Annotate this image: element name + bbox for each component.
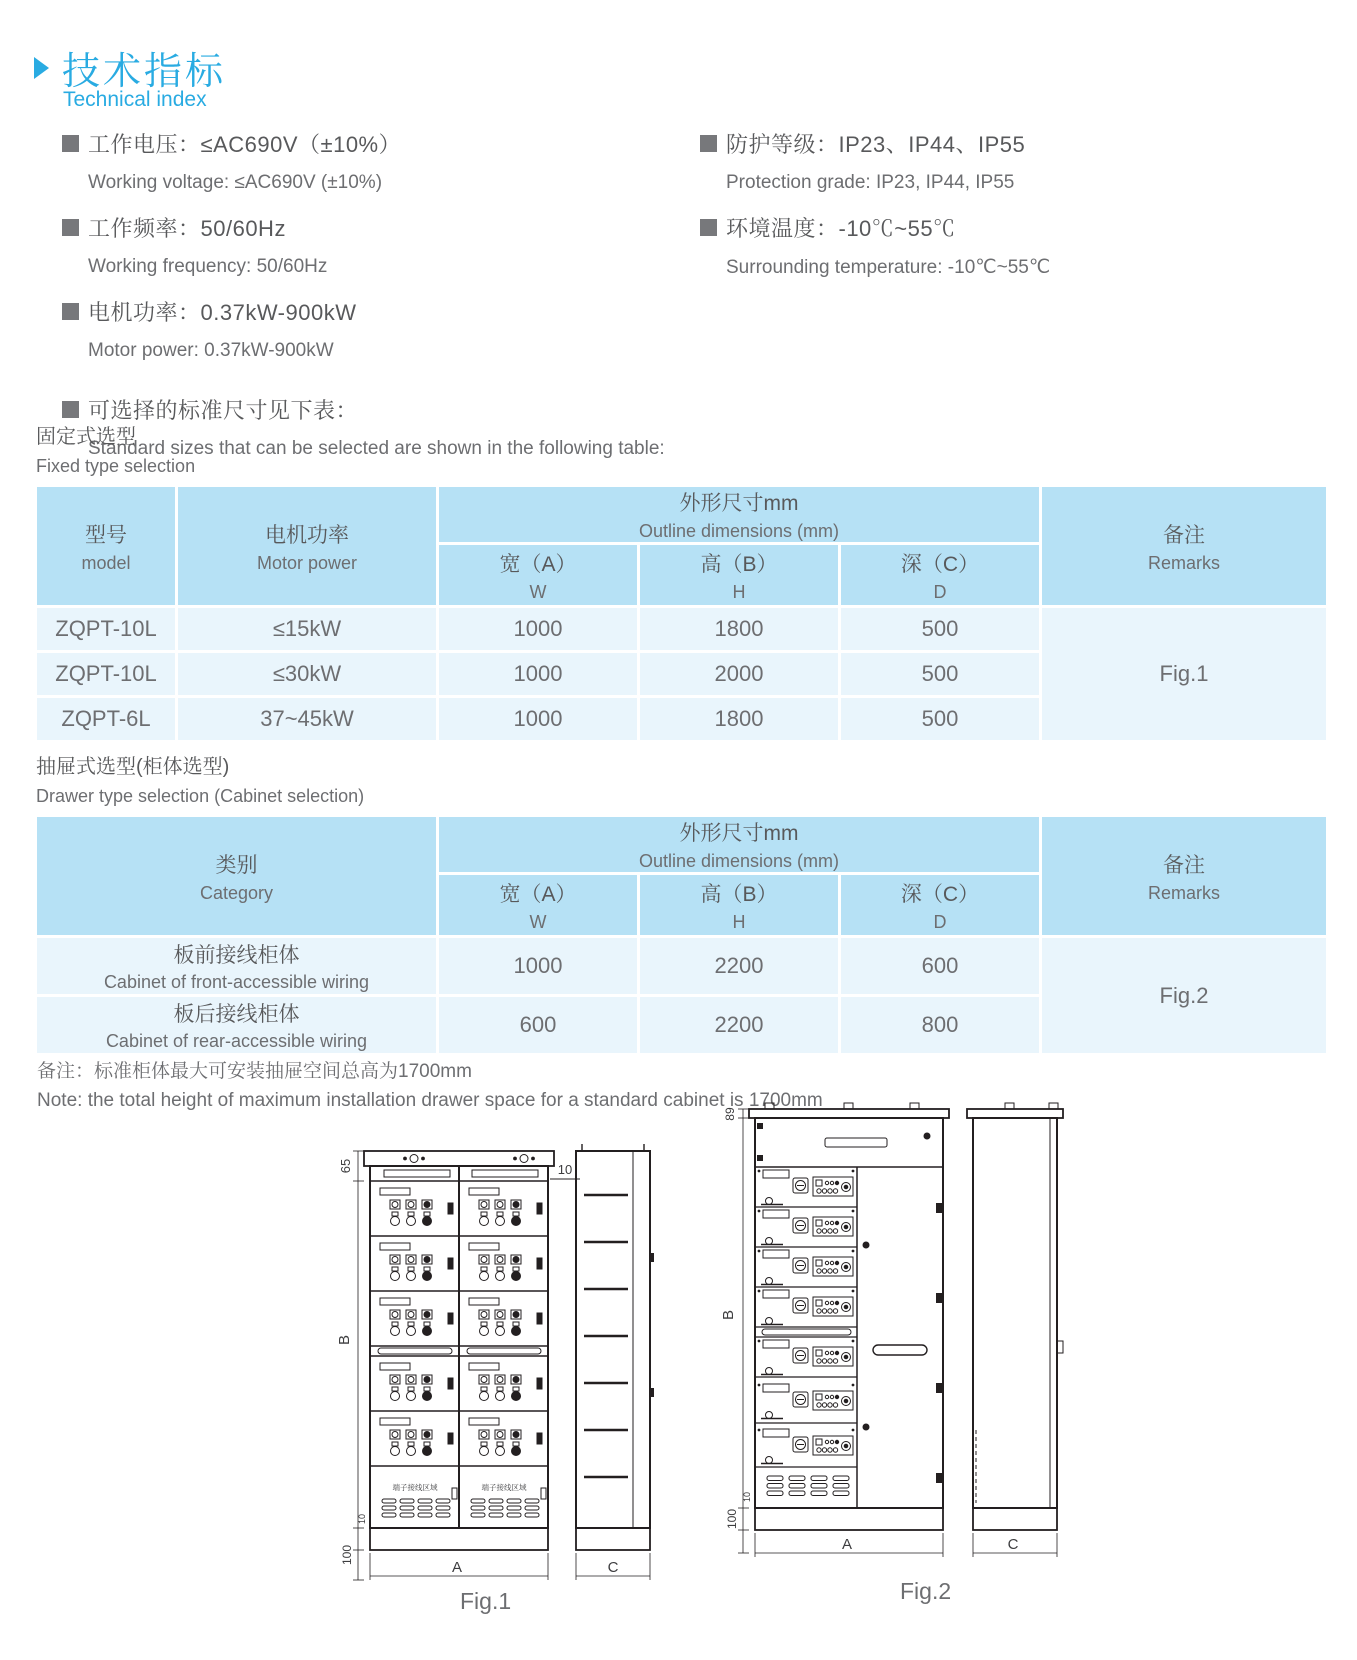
fig1-dim-base-label: 100 bbox=[340, 1544, 354, 1566]
bullet-square-icon bbox=[62, 135, 79, 152]
header-zh: 型号 bbox=[85, 523, 127, 547]
col-header-model bbox=[37, 487, 175, 605]
spec-en-text: Protection grade: IP23, IP44, IP55 bbox=[726, 172, 1015, 193]
header-en: Outline dimensions (mm) bbox=[638, 851, 840, 871]
spec-en-text: Working voltage: ≤AC690V (±10%) bbox=[88, 172, 383, 193]
spec-en-text: Surrounding temperature: -10℃~55℃ bbox=[726, 257, 1051, 278]
fig2-dim-depth-label: C bbox=[1007, 1536, 1019, 1553]
table-header-row bbox=[37, 817, 1326, 872]
page-header bbox=[34, 40, 226, 95]
header-zh: 宽（A） bbox=[499, 552, 577, 576]
fixed-section-label bbox=[36, 420, 195, 477]
col-header-height bbox=[640, 545, 838, 605]
fig1-dim-width-label: A bbox=[451, 1559, 463, 1576]
bullet-square-icon bbox=[62, 401, 79, 418]
header-en: H bbox=[732, 911, 746, 932]
fig2-dim-base-label: 100 bbox=[725, 1508, 739, 1530]
header-zh: 类别 bbox=[215, 853, 258, 877]
fig1-figure bbox=[328, 1135, 698, 1595]
header-en: D bbox=[933, 581, 947, 602]
fig1-front-view bbox=[364, 1151, 554, 1550]
category-zh: 板后接线柜体 bbox=[173, 1003, 300, 1026]
bullet-square-icon bbox=[62, 303, 79, 320]
fig2-figure bbox=[705, 1095, 1085, 1570]
fig1-side-view bbox=[576, 1144, 654, 1580]
fig2-dim-base-small-label: 10 bbox=[742, 1491, 752, 1503]
drawer-unit bbox=[469, 1298, 542, 1336]
drawer-unit bbox=[758, 1340, 854, 1375]
spec-zh-text: 工作频率：50/60Hz bbox=[88, 216, 286, 241]
table-row bbox=[37, 608, 1326, 650]
category-cell bbox=[37, 997, 436, 1053]
model-cell: ZQPT-10L bbox=[37, 608, 175, 650]
header-en: Outline dimensions (mm) bbox=[638, 521, 840, 541]
page-subtitle: Technical index bbox=[63, 88, 207, 111]
fig1-dim-gap-label: 10 bbox=[557, 1162, 573, 1177]
col-header-width bbox=[439, 545, 637, 605]
col-header-outline-dimensions bbox=[439, 817, 1039, 872]
header-en: H bbox=[732, 581, 746, 602]
drawer-section-label bbox=[36, 750, 364, 807]
drawer-unit bbox=[469, 1363, 542, 1401]
drawer-unit bbox=[380, 1418, 453, 1456]
fig1-dim-depth-label: C bbox=[607, 1559, 619, 1576]
drawer-selection-table bbox=[34, 814, 1329, 1056]
header-zh: 深（C） bbox=[900, 882, 980, 906]
page-title: 技术指标 bbox=[62, 51, 227, 93]
col-header-height bbox=[640, 875, 838, 935]
fig1-drawing bbox=[328, 1135, 698, 1590]
power-cell: ≤15kW bbox=[178, 608, 436, 650]
remarks-cell: Fig.1 bbox=[1042, 608, 1326, 740]
col-header-depth bbox=[841, 875, 1039, 935]
fixed-selection-table bbox=[34, 484, 1329, 743]
height-cell: 1800 bbox=[640, 608, 838, 650]
width-cell: 600 bbox=[439, 997, 637, 1053]
section-label-en: Fixed type selection bbox=[36, 456, 196, 476]
drawer-unit bbox=[758, 1429, 854, 1464]
bullet-square-icon bbox=[700, 219, 717, 236]
drawer-unit bbox=[469, 1243, 542, 1281]
header-zh: 外形尺寸mm bbox=[679, 822, 799, 845]
fig1-terminal-area-label: 端子接线区域 bbox=[481, 1483, 527, 1492]
remarks-cell: Fig.2 bbox=[1042, 938, 1326, 1053]
header-en: Remarks bbox=[1147, 882, 1220, 903]
fig1-terminal-area-label: 端子接线区域 bbox=[392, 1483, 438, 1492]
depth-cell: 800 bbox=[841, 997, 1039, 1053]
drawer-unit bbox=[380, 1243, 453, 1281]
spec-zh-text: 可选择的标准尺寸见下表： bbox=[88, 398, 359, 423]
width-cell: 1000 bbox=[439, 938, 637, 994]
height-cell: 2000 bbox=[640, 653, 838, 695]
header-zh: 高（B） bbox=[700, 552, 778, 576]
drawer-unit bbox=[758, 1290, 854, 1325]
header-zh: 备注 bbox=[1163, 853, 1205, 877]
table-header-row bbox=[37, 487, 1326, 542]
spec-en-text: Standard sizes that can be selected are shown in the following table: bbox=[88, 438, 665, 459]
category-zh: 板前接线柜体 bbox=[173, 944, 300, 967]
depth-cell: 600 bbox=[841, 938, 1039, 994]
header-zh: 备注 bbox=[1163, 523, 1205, 547]
category-cell bbox=[37, 938, 436, 994]
drawer-unit bbox=[758, 1170, 854, 1205]
col-header-motor-power bbox=[178, 487, 436, 605]
drawer-unit bbox=[758, 1384, 854, 1419]
header-en: Category bbox=[199, 882, 274, 903]
spec-zh-text: 环境温度：-10℃~55℃ bbox=[726, 216, 956, 241]
power-cell: 37~45kW bbox=[178, 698, 436, 740]
col-header-remarks bbox=[1042, 817, 1326, 935]
spec-zh-text: 电机功率：0.37kW-900kW bbox=[88, 300, 357, 325]
width-cell: 1000 bbox=[439, 653, 637, 695]
drawer-unit bbox=[380, 1188, 453, 1226]
bullet-square-icon bbox=[62, 219, 79, 236]
fig2-dimension-lines bbox=[738, 1109, 749, 1553]
header-zh: 外形尺寸mm bbox=[679, 492, 799, 515]
spec-list-right bbox=[700, 128, 1050, 297]
spec-item bbox=[62, 128, 665, 159]
header-en: Remarks bbox=[1147, 552, 1220, 573]
depth-cell: 500 bbox=[841, 698, 1039, 740]
drawer-unit bbox=[758, 1250, 854, 1285]
section-label-zh: 抽屉式选型(柜体选型) bbox=[36, 756, 230, 778]
fig1-dim-top-label: 65 bbox=[338, 1158, 353, 1174]
header-zh: 高（B） bbox=[700, 882, 778, 906]
note-zh: 备注：标准柜体最大可安装抽屉空间总高为1700mm bbox=[37, 1061, 472, 1082]
spec-zh-text: 工作电压：≤AC690V（±10%） bbox=[88, 132, 402, 157]
fig1-dim-height-label: B bbox=[336, 1334, 353, 1346]
height-cell: 2200 bbox=[640, 938, 838, 994]
drawer-unit bbox=[380, 1363, 453, 1401]
fig2-caption: Fig.2 bbox=[900, 1578, 952, 1604]
category-en: Cabinet of front-accessible wiring bbox=[103, 972, 370, 992]
header-zh: 深（C） bbox=[900, 552, 980, 576]
header-en: W bbox=[529, 911, 547, 932]
section-label-en: Drawer type selection (Cabinet selection) bbox=[36, 786, 365, 806]
section-label-zh: 固定式选型 bbox=[36, 426, 136, 448]
fig2-dim-top-label: 89 bbox=[723, 1107, 737, 1121]
note-en: Note: the total height of maximum installation drawer space for a standard cabinet is 1700mm bbox=[37, 1090, 823, 1111]
header-en: Motor power bbox=[256, 552, 358, 573]
fig2-front-view bbox=[749, 1103, 949, 1530]
width-cell: 1000 bbox=[439, 608, 637, 650]
model-cell: ZQPT-6L bbox=[37, 698, 175, 740]
spec-item bbox=[62, 212, 665, 243]
category-en: Cabinet of rear-accessible wiring bbox=[105, 1031, 368, 1051]
fig2-door bbox=[863, 1203, 943, 1483]
section-arrow-icon bbox=[34, 57, 49, 79]
fig2-dim-width-label: A bbox=[841, 1536, 853, 1553]
header-en: model bbox=[81, 552, 131, 573]
spec-en-text: Working frequency: 50/60Hz bbox=[88, 256, 328, 277]
spec-zh-text: 防护等级：IP23、IP44、IP55 bbox=[726, 132, 1026, 157]
table-row bbox=[37, 938, 1326, 994]
col-header-outline-dimensions bbox=[439, 487, 1039, 542]
drawer-unit bbox=[380, 1298, 453, 1336]
drawer-unit bbox=[469, 1188, 542, 1226]
drawer-unit bbox=[758, 1210, 854, 1245]
fig2-drawing bbox=[705, 1095, 1085, 1565]
col-header-remarks bbox=[1042, 487, 1326, 605]
fig1-caption: Fig.1 bbox=[460, 1588, 512, 1614]
col-header-category bbox=[37, 817, 436, 935]
height-cell: 2200 bbox=[640, 997, 838, 1053]
col-header-depth bbox=[841, 545, 1039, 605]
header-zh: 电机功率 bbox=[265, 523, 349, 547]
drawer-unit bbox=[469, 1418, 542, 1456]
col-header-width bbox=[439, 875, 637, 935]
bullet-square-icon bbox=[700, 135, 717, 152]
header-zh: 宽（A） bbox=[499, 882, 577, 906]
depth-cell: 500 bbox=[841, 608, 1039, 650]
fig1-dim-base-small-label: 10 bbox=[357, 1513, 367, 1525]
header-en: W bbox=[529, 581, 547, 602]
height-cell: 1800 bbox=[640, 698, 838, 740]
header-en: D bbox=[933, 911, 947, 932]
model-cell: ZQPT-10L bbox=[37, 653, 175, 695]
fig2-dim-height-label: B bbox=[720, 1309, 737, 1321]
spec-item bbox=[700, 128, 1050, 159]
fig2-side-view bbox=[967, 1103, 1063, 1557]
spec-en-text: Motor power: 0.37kW-900kW bbox=[88, 340, 334, 361]
depth-cell: 500 bbox=[841, 653, 1039, 695]
spec-item bbox=[62, 296, 665, 327]
width-cell: 1000 bbox=[439, 698, 637, 740]
power-cell: ≤30kW bbox=[178, 653, 436, 695]
spec-item bbox=[700, 212, 1050, 243]
